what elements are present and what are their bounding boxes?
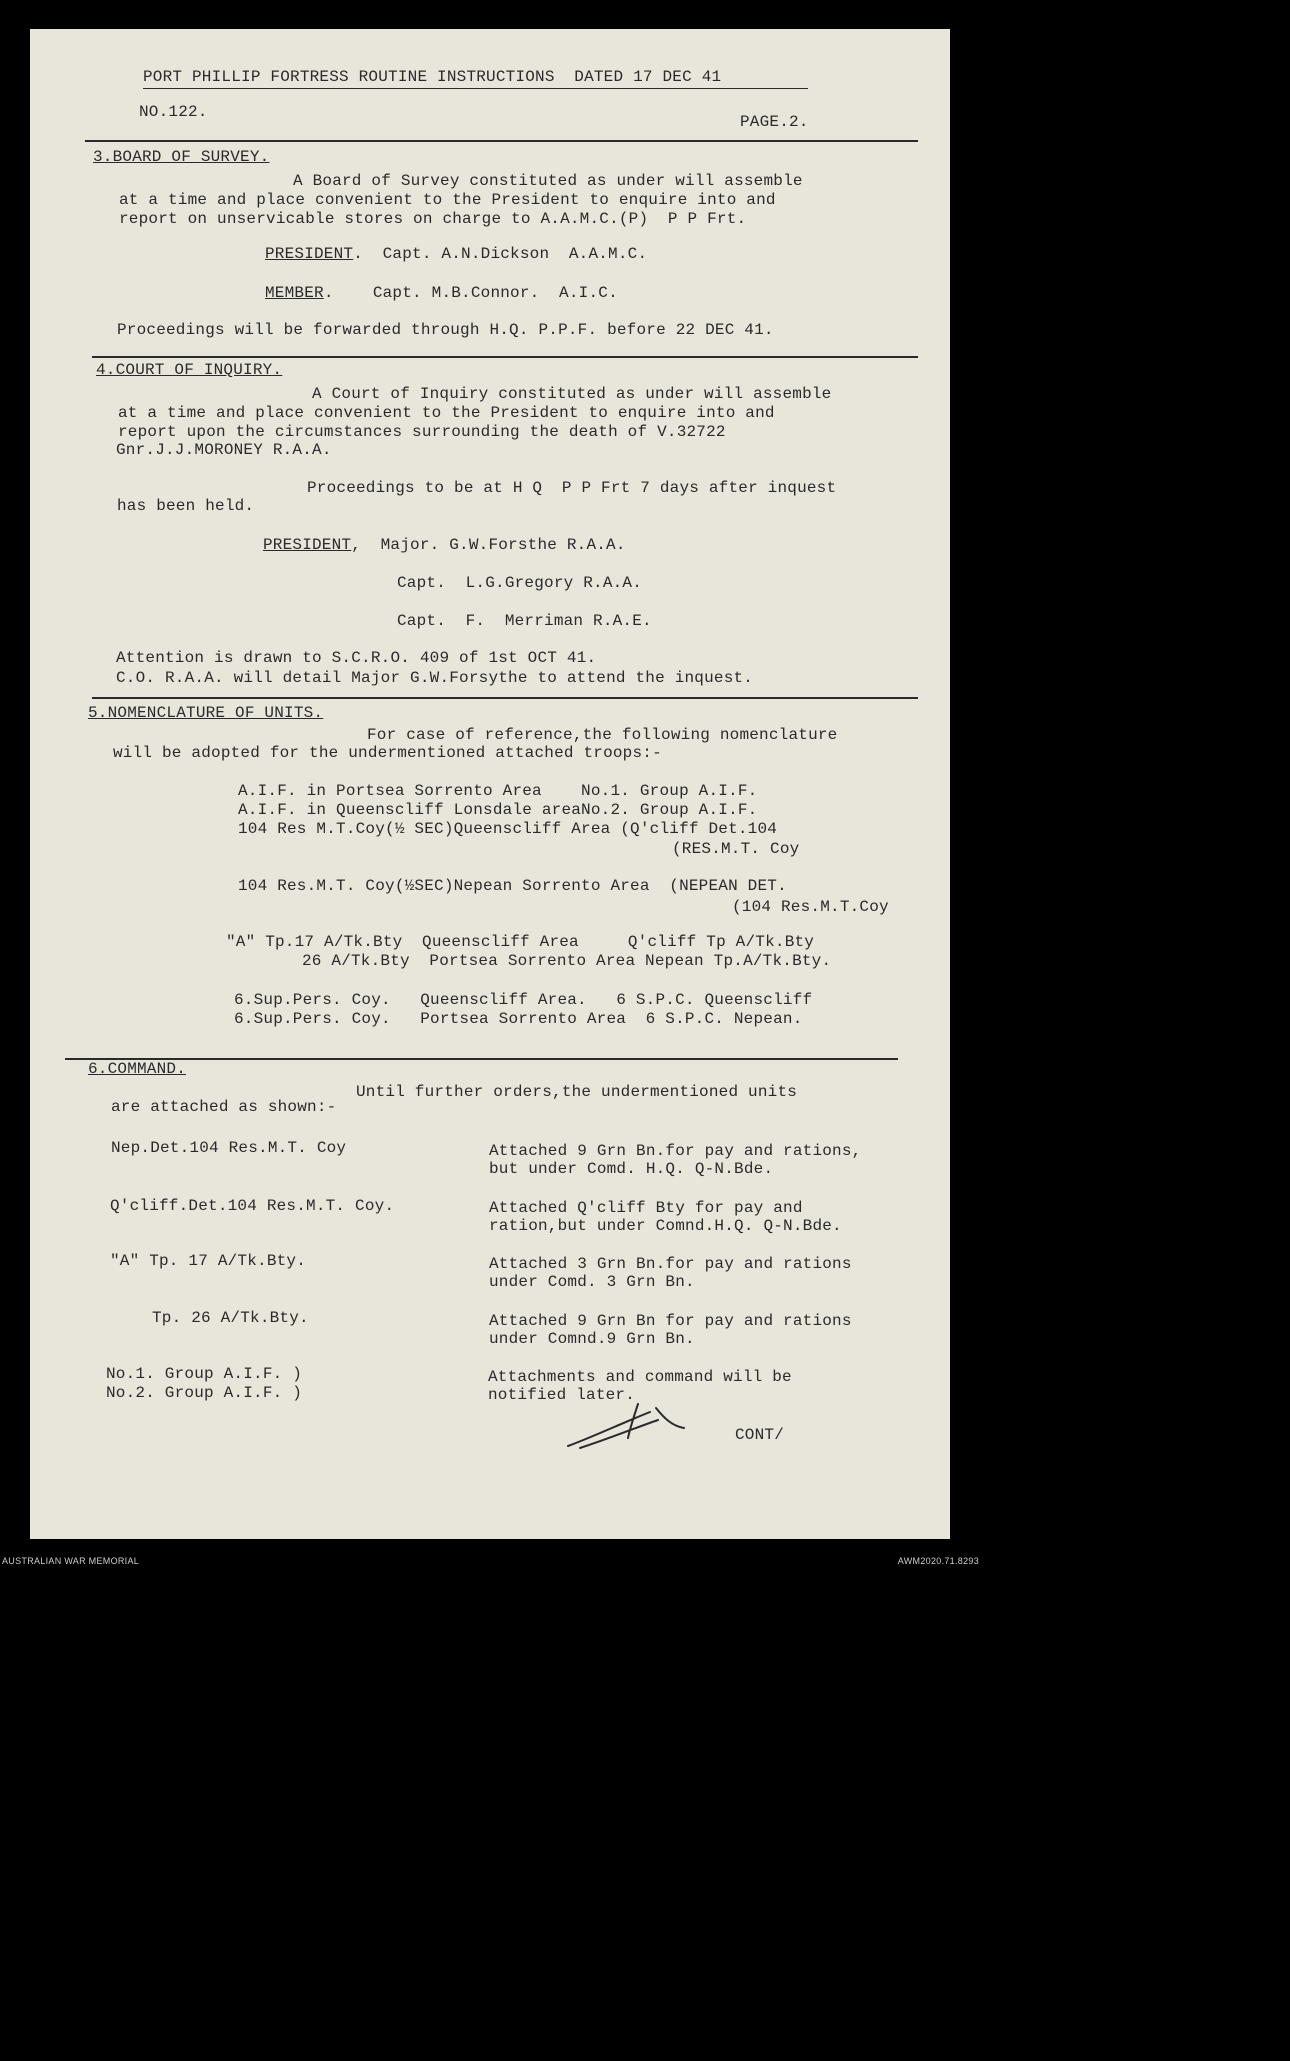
nomenclature-row: 6.Sup.Pers. Coy. Portsea Sorrento Area 6 S.P.C. Nepean. (234, 1010, 803, 1028)
divider (65, 1058, 898, 1060)
divider (85, 140, 918, 142)
nomenclature-row: (104 Res.M.T.Coy (732, 898, 889, 916)
unit-name: "A" Tp. 17 A/Tk.Bty. (110, 1252, 307, 1270)
attachment-detail: under Comd. 3 Grn Bn. (489, 1273, 695, 1291)
title-underline (143, 88, 808, 89)
attachment-detail: ration,but under Comnd.H.Q. Q-N.Bde. (489, 1217, 842, 1235)
divider (92, 697, 918, 699)
attachment-detail: but under Comd. H.Q. Q-N.Bde. (489, 1160, 774, 1178)
nomenclature-row: 6.Sup.Pers. Coy. Queenscliff Area. 6 S.P.C. Queenscliff (234, 991, 813, 1009)
section-6-heading: 6.COMMAND. (88, 1060, 187, 1078)
routine-number: NO.122. (139, 103, 208, 121)
attachment-detail: under Comnd.9 Grn Bn. (489, 1330, 695, 1348)
paragraph-line: at a time and place convenient to the President to enquire into and (119, 191, 776, 209)
section-5-heading: 5.NOMENCLATURE OF UNITS. (88, 704, 324, 722)
member-value: Capt. L.G.Gregory R.A.A. (397, 574, 643, 592)
member-value: Capt. M.B.Connor. A.I.C. (372, 284, 618, 302)
signature (560, 1398, 700, 1454)
nomenclature-row: (RES.M.T. Coy (672, 840, 800, 858)
attachment-detail: Attachments and command will be (488, 1368, 792, 1386)
attachment-detail: notified later. (488, 1386, 636, 1404)
paragraph-line: will be adopted for the undermentioned attached troops:- (113, 744, 662, 762)
section-3-heading: 3.BOARD OF SURVEY. (93, 148, 270, 166)
attachment-detail: Attached 3 Grn Bn.for pay and rations (489, 1255, 852, 1273)
unit-name: Q'cliff.Det.104 Res.M.T. Coy. (110, 1197, 395, 1215)
paragraph-line: A Board of Survey constituted as under will assemble (293, 172, 803, 190)
president-row: PRESIDENT. Capt. A.N.Dickson A.A.M.C. (265, 245, 648, 263)
president-value: Major. G.W.Forsthe R.A.A. (380, 536, 626, 554)
archive-credit: AUSTRALIAN WAR MEMORIAL (2, 1556, 140, 1566)
paragraph-line: Proceedings will be forwarded through H.Q. P.P.F. before 22 DEC 41. (117, 321, 774, 339)
unit-name: Tp. 26 A/Tk.Bty. (152, 1309, 309, 1327)
continued-marker: CONT/ (735, 1426, 785, 1444)
paragraph-line: has been held. (117, 497, 255, 515)
paragraph-line: are attached as shown:- (111, 1098, 337, 1116)
nomenclature-row: 26 A/Tk.Bty Portsea Sorrento Area Nepean Tp.A/Tk.Bty. (302, 952, 832, 970)
paragraph-line: report upon the circumstances surrounding the death of V.32722 (118, 423, 726, 441)
president-label: PRESIDENT (263, 536, 352, 554)
page-number: PAGE.2. (740, 113, 809, 131)
paragraph-line: at a time and place convenient to the President to enquire into and (118, 404, 775, 422)
archive-reference: AWM2020.71.8293 (897, 1556, 979, 1566)
paragraph-line: A Court of Inquiry constituted as under will assemble (312, 385, 832, 403)
attachment-detail: Attached 9 Grn Bn for pay and rations (489, 1312, 852, 1330)
member-label: MEMBER (265, 284, 324, 302)
paragraph-line: Until further orders,the undermentioned units (356, 1083, 798, 1101)
nomenclature-row: 104 Res.M.T. Coy(½SEC)Nepean Sorrento Area (NEPEAN DET. (238, 877, 787, 895)
unit-name: No.2. Group A.I.F. ) (106, 1384, 303, 1402)
attachment-detail: Attached Q'cliff Bty for pay and (489, 1199, 803, 1217)
paragraph-line: C.O. R.A.A. will detail Major G.W.Forsythe to attend the inquest. (116, 669, 754, 687)
nomenclature-row: 104 Res M.T.Coy(½ SEC)Queenscliff Area (Q'cliff Det.104 (238, 820, 778, 838)
member-row: MEMBER. Capt. M.B.Connor. A.I.C. (265, 284, 618, 302)
document-title: PORT PHILLIP FORTRESS ROUTINE INSTRUCTIONS DATED 17 DEC 41 (143, 68, 722, 86)
section-4-heading: 4.COURT OF INQUIRY. (96, 361, 283, 379)
unit-name: Nep.Det.104 Res.M.T. Coy (111, 1139, 347, 1157)
paragraph-line: Gnr.J.J.MORONEY R.A.A. (116, 441, 332, 459)
paragraph-line: Attention is drawn to S.C.R.O. 409 of 1st OCT 41. (116, 649, 597, 667)
president-value: Capt. A.N.Dickson A.A.M.C. (382, 245, 648, 263)
nomenclature-row: "A" Tp.17 A/Tk.Bty Queenscliff Area Q'cliff Tp A/Tk.Bty (226, 933, 815, 951)
paragraph-line: Proceedings to be at H Q P P Frt 7 days after inquest (307, 479, 837, 497)
nomenclature-row: A.I.F. in Queenscliff Lonsdale areaNo.2. Group A.I.F. (238, 801, 758, 819)
president-label: PRESIDENT (265, 245, 354, 263)
attachment-detail: Attached 9 Grn Bn.for pay and rations, (489, 1142, 862, 1160)
nomenclature-row: A.I.F. in Portsea Sorrento Area No.1. Group A.I.F. (238, 782, 758, 800)
paragraph-line: report on unservicable stores on charge to A.A.M.C.(P) P P Frt. (119, 210, 747, 228)
unit-name: No.1. Group A.I.F. ) (106, 1365, 303, 1383)
member-value: Capt. F. Merriman R.A.E. (397, 612, 652, 630)
paragraph-line: For case of reference,the following nomenclature (367, 726, 838, 744)
divider (92, 356, 918, 358)
president-row: PRESIDENT, Major. G.W.Forsthe R.A.A. (263, 536, 626, 554)
